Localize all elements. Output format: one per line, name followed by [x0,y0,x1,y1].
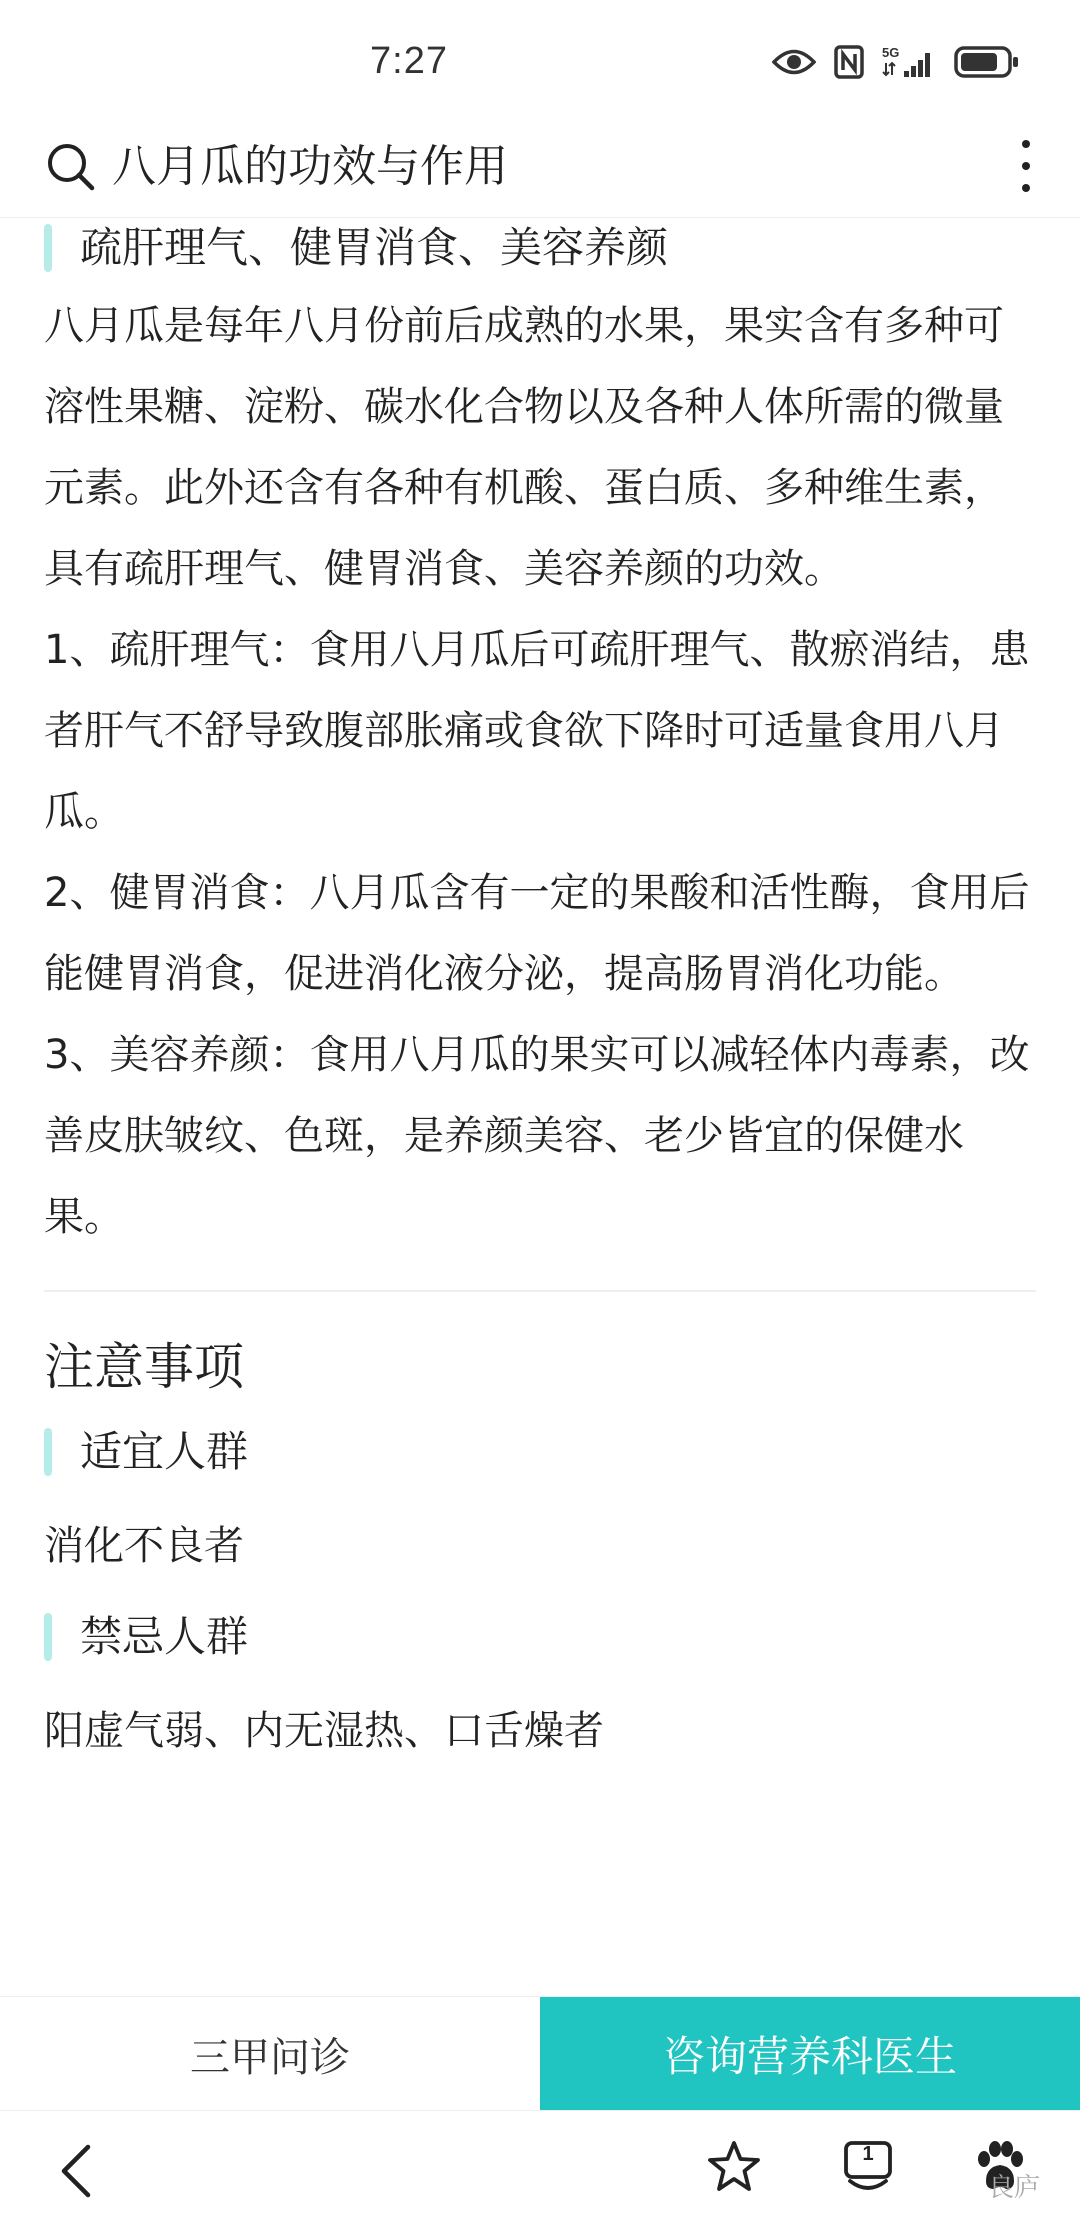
search-icon[interactable] [46,142,96,192]
suitable-subheading [0,1422,1080,1482]
benefit-point-2: 2、健胃消食：八月瓜含有一定的果酸和活性酶，食用后能健胃消食，促进消化液分泌，提高肠胃消化功能。 [44,870,1030,997]
intro-paragraph: 八月瓜是每年八月份前后成熟的水果，果实含有多种可溶性果糖、淀粉、碳水化合物以及各种人体所需的微量元素。此外还含有各种有机酸、蛋白质、多种维生素，具有疏肝理气、健胃消食、美容养颜的功效。 [44,303,1004,592]
network-label: 5G [882,45,900,60]
status-bar [0,0,1080,128]
subheading-accent-bar [44,1428,52,1476]
avoid-subheading-text: 禁忌人群 [80,1612,249,1661]
benefits-subheading [0,218,1080,278]
back-icon[interactable] [56,2141,96,2201]
section-divider [44,1290,1036,1292]
search-query[interactable]: 八月瓜的功效与作用 [112,141,508,192]
search-bar[interactable] [0,128,1080,218]
star-icon[interactable] [706,2139,762,2195]
avoid-text: 阳虚气弱、内无湿热、口舌燥者 [44,1708,604,1754]
tabs-icon[interactable] [840,2139,896,2195]
consult-nutrition-doctor-button[interactable]: 咨询营养科医生 [540,1997,1080,2111]
tabs-count: 1 [862,2143,874,2165]
avoid-subheading [0,1607,1080,1667]
article-content [0,218,1080,1772]
signal-5g-icon [882,45,936,83]
suitable-text: 消化不良者 [44,1523,244,1569]
eye-icon [772,47,816,81]
watermark-text: 良庐 [987,2173,1040,2203]
nfc-icon [834,45,864,83]
benefit-point-1: 1、疏肝理气：食用八月瓜后可疏肝理气、散瘀消结，患者肝气不舒导致腹部胀痛或食欲下降时可适量食用八月瓜。 [44,627,1030,835]
status-icons [772,44,1020,84]
consult-top-hospital-button[interactable]: 三甲问诊 [0,1997,540,2111]
benefit-point-3: 3、美容养颜：食用八月瓜的果实可以减轻体内毒素，改善皮肤皱纹、色斑，是养颜美容、老少皆宜的保健水果。 [44,1032,1030,1240]
more-options-icon[interactable] [1016,136,1036,196]
battery-icon [954,45,1020,83]
notes-title: 注意事项 [44,1338,244,1396]
status-time: 7:27 [370,40,448,82]
benefits-subheading-text: 疏肝理气、健胃消食、美容养颜 [80,223,669,272]
action-bar [0,1996,1080,2110]
subheading-accent-bar [44,224,52,272]
suitable-subheading-text: 适宜人群 [80,1427,249,1476]
subheading-accent-bar [44,1613,52,1661]
browser-nav-bar [0,2110,1080,2228]
